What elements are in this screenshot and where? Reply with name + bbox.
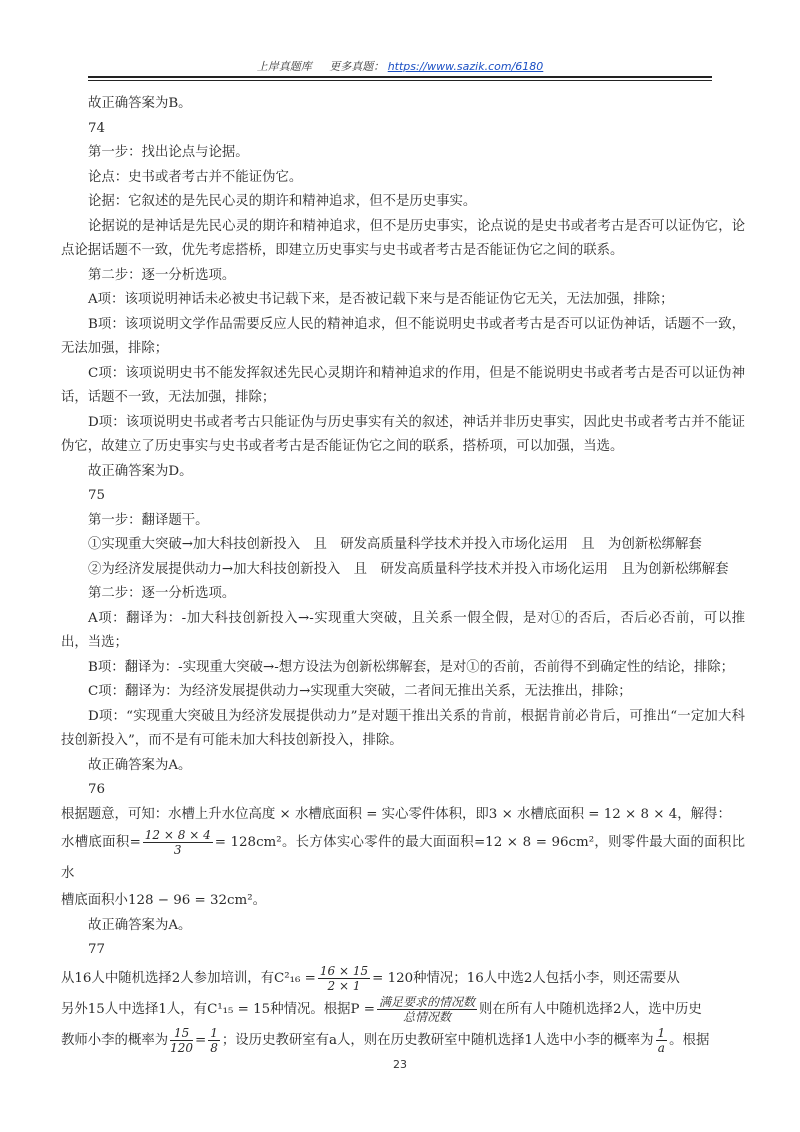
paragraph: ①实现重大突破→加大科技创新投入 且 研发高质量科学技术并投入市场化运用 且 为创新松绑解套 bbox=[88, 537, 702, 552]
math-line bbox=[61, 827, 745, 889]
text-span: 则在所有人中随机选择2人，选中历史 bbox=[479, 1001, 702, 1017]
option-c: C项：该项说明史书不能发挥叙述先民心灵期许和精神追求的作用，但是不能说明史书或者考古是否可以证伪神话，话题不一致，无法加强，排除； bbox=[61, 365, 745, 405]
step-heading: 第一步：翻译题干。 bbox=[88, 512, 209, 528]
page-content bbox=[61, 92, 745, 1056]
step-heading: 第二步：逐一分析选项。 bbox=[88, 586, 236, 601]
math-line bbox=[61, 1025, 745, 1056]
numerator: 12 × 8 × 4 bbox=[144, 828, 211, 842]
header-rule-thin bbox=[88, 80, 712, 81]
fraction bbox=[318, 964, 370, 993]
denominator: a bbox=[657, 1040, 665, 1055]
text-span: 。根据 bbox=[669, 1032, 710, 1048]
page-number: 23 bbox=[393, 1058, 407, 1071]
numerator: 15 bbox=[170, 1026, 193, 1041]
denominator: 2 × 1 bbox=[327, 978, 361, 993]
option-b: B项：翻译为：-实现重大突破→-想方设法为创新松绑解套，是对①的否前，否前得不到确定性的结论，排除； bbox=[88, 659, 735, 675]
math-line bbox=[61, 994, 745, 1025]
text-span: 水槽底面积= bbox=[61, 835, 141, 850]
answer-line: 故正确答案为B。 bbox=[88, 96, 192, 111]
page-header bbox=[88, 58, 712, 76]
paragraph: 槽底面积小128 − 96 = 32cm²。 bbox=[61, 893, 267, 908]
question-number: 77 bbox=[88, 942, 106, 957]
answer-line: 故正确答案为A。 bbox=[88, 917, 192, 933]
text-span: 教师小李的概率为 bbox=[61, 1032, 169, 1048]
denominator: 3 bbox=[173, 843, 182, 857]
answer-line: 故正确答案为A。 bbox=[88, 757, 192, 773]
answer-line: 故正确答案为D。 bbox=[88, 463, 193, 479]
header-rule bbox=[88, 76, 712, 78]
option-a: A项：翻译为：-加大科技创新投入→-实现重大突破，且关系一假全假，是对①的否后，否后必否前，可以推出，当选； bbox=[61, 610, 745, 650]
text-span: = 120种情况；16人中选2人包括小李，则还需要从 bbox=[372, 970, 680, 986]
question-number: 74 bbox=[88, 120, 106, 136]
header-site: 上岸真题库 bbox=[256, 60, 312, 73]
text-span: = bbox=[195, 1032, 207, 1048]
step-heading: 第二步：逐一分析选项。 bbox=[88, 267, 236, 283]
option-b: B项：该项说明文学作品需要反应人民的精神追求，但不能说明史书或者考古是否可以证伪神话，话题不一致，无法加强，排除； bbox=[61, 316, 745, 356]
fraction bbox=[143, 828, 213, 857]
numerator: 1 bbox=[210, 1025, 218, 1040]
paragraph: 论据说的是神话是先民心灵的期许和精神追求，但不是历史事实，论点说的是史书或者考古是否可以证伪它，论点论据话题不一致，优先考虑搭桥，即建立历史事实与史书或者考古是否能证伪它之间的联系。 bbox=[61, 218, 745, 258]
header-more: 更多真题： bbox=[329, 60, 385, 73]
fraction bbox=[377, 995, 477, 1024]
option-d: D项：该项说明史书或者考古只能证伪与历史事实有关的叙述，神话并非历史事实，因此史书或者考古并不能证伪它，故建立了历史事实与史书或者考古是否能证伪它之间的联系，搭桥项，可以加强，当选。 bbox=[61, 414, 745, 454]
text-span: = 128cm²。长方体实心零件的最大面面积=12 × 8 = 96cm²，则零件最大面的面积比水 bbox=[61, 835, 745, 881]
header-link[interactable]: https://www.sazik.com/6180 bbox=[387, 60, 544, 73]
math-line bbox=[61, 963, 745, 994]
question-number: 75 bbox=[88, 488, 106, 503]
numerator: 满足要求的情况数 bbox=[379, 994, 476, 1009]
question-number: 76 bbox=[88, 782, 106, 797]
option-d: D项：“实现重大突破且为经济发展提供动力”是对题干推出关系的肯前，根据肯前必肯后，可推出“一定加大科技创新投入”，而不是有可能未加大科技创新投入，排除。 bbox=[61, 708, 745, 748]
numerator: 1 bbox=[657, 1025, 666, 1040]
numerator: 16 × 15 bbox=[319, 963, 369, 978]
fraction bbox=[656, 1026, 668, 1055]
fraction bbox=[208, 1026, 220, 1055]
text-span: 从16人中随机选择2人参加培训，有C²₁₆ = bbox=[61, 970, 316, 986]
paragraph: 论据：它叙述的是先民心灵的期许和精神追求，但不是历史事实。 bbox=[88, 194, 477, 209]
denominator: 总情况数 bbox=[403, 1009, 452, 1024]
denominator: 8 bbox=[210, 1040, 218, 1055]
text-span: ；设历史教研室有a人，则在历史教研室中随机选择1人选中小李的概率为 bbox=[221, 1032, 654, 1048]
paragraph: ②为经济发展提供动力→加大科技创新投入 且 研发高质量科学技术并投入市场化运用 且为创新松绑解套 bbox=[88, 561, 729, 577]
fraction bbox=[170, 1026, 193, 1055]
text-span: 另外15人中选择1人，有C¹₁₅ = 15种情况。根据P = bbox=[61, 1001, 376, 1017]
step-heading: 第一步：找出论点与论据。 bbox=[88, 145, 249, 160]
paragraph: 根据题意，可知：水槽上升水位高度 × 水槽底面积 = 实心零件体积，即3 × 水槽底面积 = 12 × 8 × 4，解得： bbox=[61, 806, 731, 822]
denominator: 120 bbox=[170, 1040, 194, 1055]
paragraph: 论点：史书或者考古并不能证伪它。 bbox=[88, 169, 303, 185]
option-c: C项：翻译为：为经济发展提供动力→实现重大突破，二者间无推出关系，无法推出，排除； bbox=[88, 684, 632, 699]
option-a: A项：该项说明神话未必被史书记载下来，是否被记载下来与是否能证伪它无关，无法加强，排除； bbox=[88, 292, 674, 307]
